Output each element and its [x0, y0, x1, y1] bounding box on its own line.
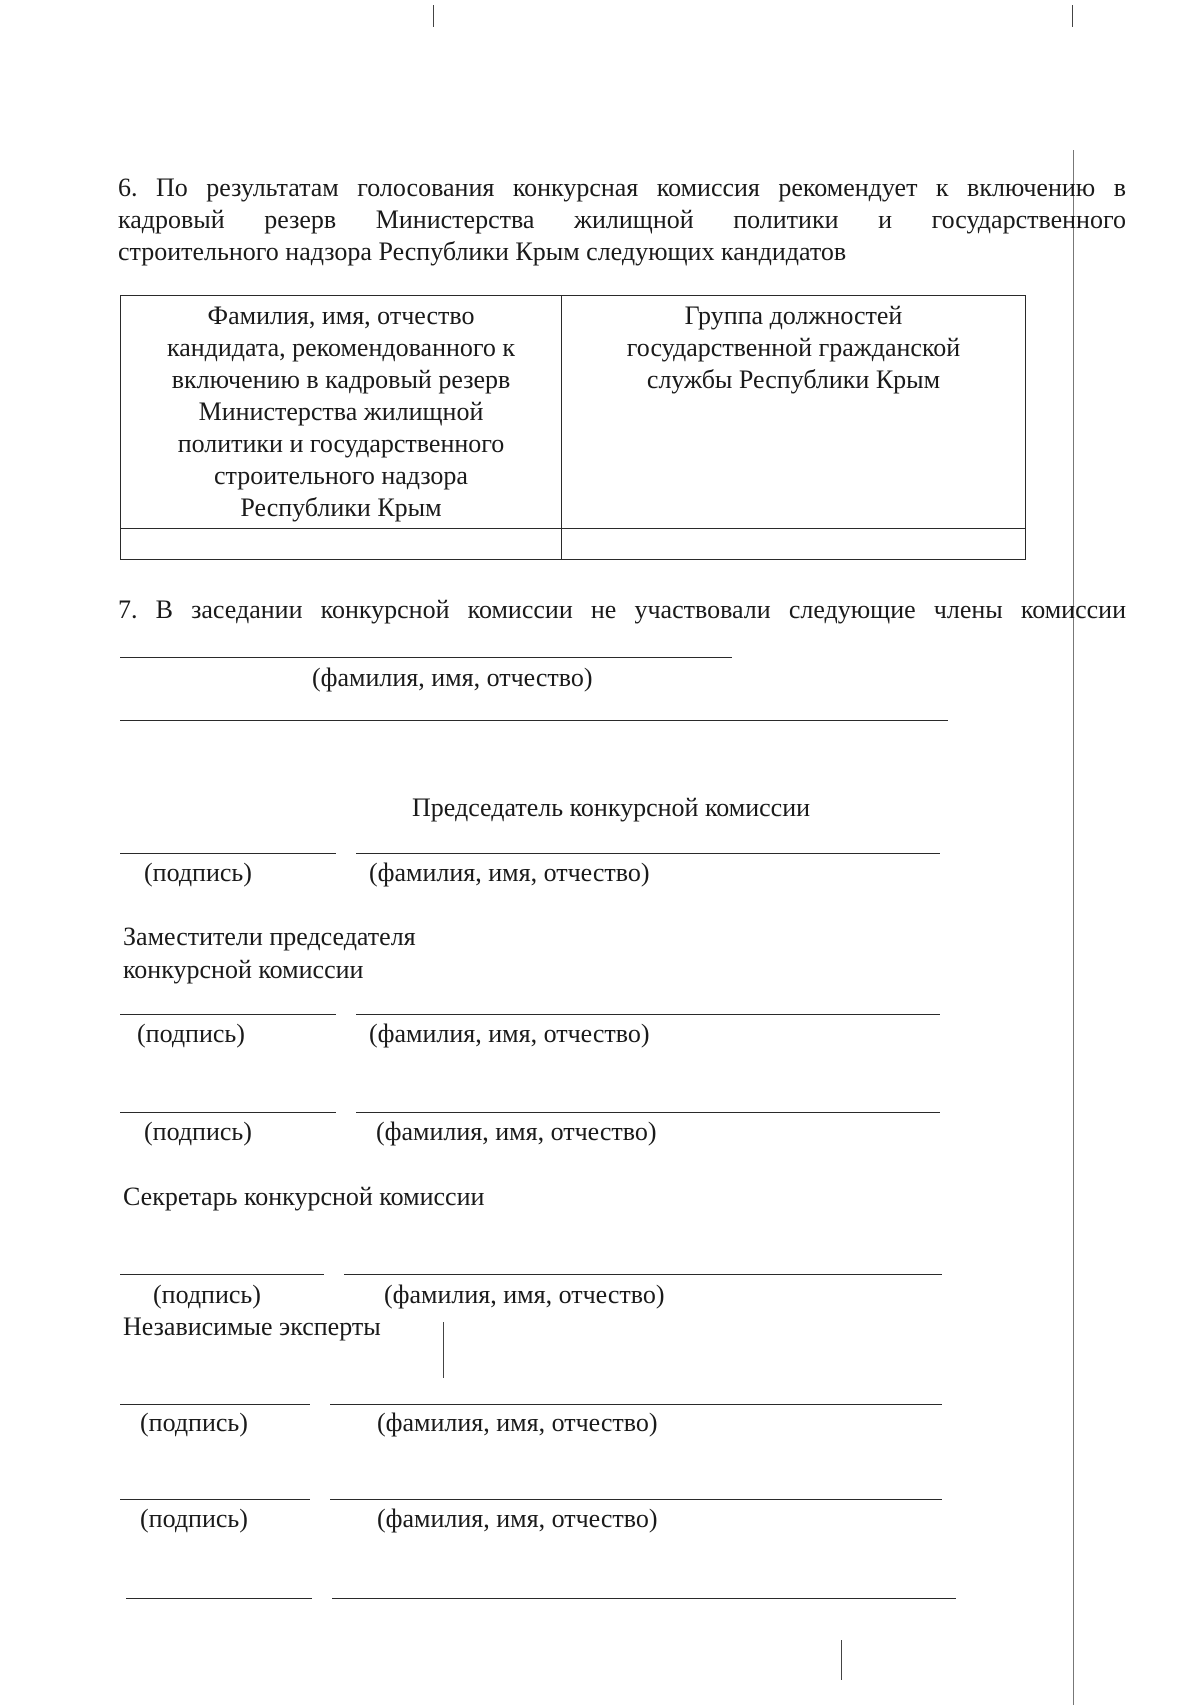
- secretary-fio-line: [344, 1274, 942, 1275]
- deputy1-signature-caption: (подпись): [137, 1019, 245, 1048]
- expert1-signature-line: [120, 1404, 310, 1405]
- chairman-signature-line: [120, 853, 336, 854]
- expert1-fio-caption: (фамилия, имя, отчество): [377, 1408, 658, 1437]
- table-header-candidate: [121, 296, 562, 529]
- absent-member-line: [120, 657, 732, 658]
- chairman-title: Председатель конкурсной комиссии: [412, 793, 811, 822]
- item6-line-3: строительного надзора Республики Крым следующих кандидатов: [118, 237, 847, 266]
- item6-paragraph: [118, 172, 1126, 268]
- deputy2-signature-line: [120, 1112, 336, 1113]
- scan-mark: [433, 5, 434, 27]
- expert3-signature-line: [126, 1598, 312, 1599]
- item6-line-2: кадровый резерв Министерства жилищной политики и государственного: [118, 205, 1126, 234]
- item6-line-1: 6. По результатам голосования конкурсная комиссия рекомендует к включению в: [118, 173, 1126, 202]
- expert2-signature-caption: (подпись): [140, 1504, 248, 1533]
- expert1-fio-line: [330, 1404, 942, 1405]
- table-cell-empty: [121, 529, 562, 560]
- table-cell-empty: [562, 529, 1026, 560]
- expert2-signature-line: [120, 1499, 310, 1500]
- deputy2-signature-caption: (подпись): [144, 1117, 252, 1146]
- chairman-signature-caption: (подпись): [144, 858, 252, 887]
- scan-mark: [841, 1640, 842, 1680]
- header-line: Фамилия, имя, отчество: [207, 301, 475, 330]
- header-line: кандидата, рекомендованного к: [166, 333, 516, 362]
- chairman-fio-line: [356, 853, 940, 854]
- secretary-title: Секретарь конкурсной комиссии: [123, 1182, 485, 1211]
- deputy2-fio-caption: (фамилия, имя, отчество): [376, 1117, 657, 1146]
- deputies-title-line-2: конкурсной комиссии: [123, 955, 364, 984]
- chairman-fio-caption: (фамилия, имя, отчество): [369, 858, 650, 887]
- experts-title: Независимые эксперты: [123, 1312, 381, 1341]
- header-line: службы Республики Крым: [646, 365, 941, 394]
- expert3-fio-line: [332, 1598, 956, 1599]
- scan-mark: [443, 1322, 444, 1378]
- expert2-fio-line: [330, 1499, 942, 1500]
- header-line: включению в кадровый резерв: [171, 365, 511, 394]
- table-row: [121, 529, 1026, 560]
- scan-mark: [1072, 5, 1073, 27]
- header-line: Министерства жилищной: [198, 397, 484, 426]
- table-header-row: [121, 296, 1026, 529]
- deputy2-fio-line: [356, 1112, 940, 1113]
- expert1-signature-caption: (подпись): [140, 1408, 248, 1437]
- header-line: строительного надзора: [214, 461, 468, 490]
- absent-member-line-2: [120, 720, 948, 721]
- absent-member-caption: (фамилия, имя, отчество): [312, 663, 593, 692]
- secretary-signature-caption: (подпись): [153, 1280, 261, 1309]
- secretary-fio-caption: (фамилия, имя, отчество): [384, 1280, 665, 1309]
- item7-text: 7. В заседании конкурсной комиссии не участвовали следующие члены комиссии: [118, 595, 1126, 624]
- deputy1-signature-line: [120, 1014, 336, 1015]
- deputy1-fio-caption: (фамилия, имя, отчество): [369, 1019, 650, 1048]
- item7-paragraph: [118, 594, 1126, 626]
- deputy1-fio-line: [356, 1014, 940, 1015]
- scan-mark: [1073, 150, 1074, 1705]
- secretary-signature-line: [120, 1274, 324, 1275]
- header-line: государственной гражданской: [626, 333, 961, 362]
- expert2-fio-caption: (фамилия, имя, отчество): [377, 1504, 658, 1533]
- table-header-position-group: [562, 296, 1026, 529]
- candidates-table: [120, 295, 1026, 560]
- header-line: политики и государственного: [177, 429, 505, 458]
- deputies-title-line-1: Заместители председателя: [123, 922, 416, 951]
- header-line: Группа должностей: [684, 301, 903, 330]
- header-line: Республики Крым: [240, 493, 442, 522]
